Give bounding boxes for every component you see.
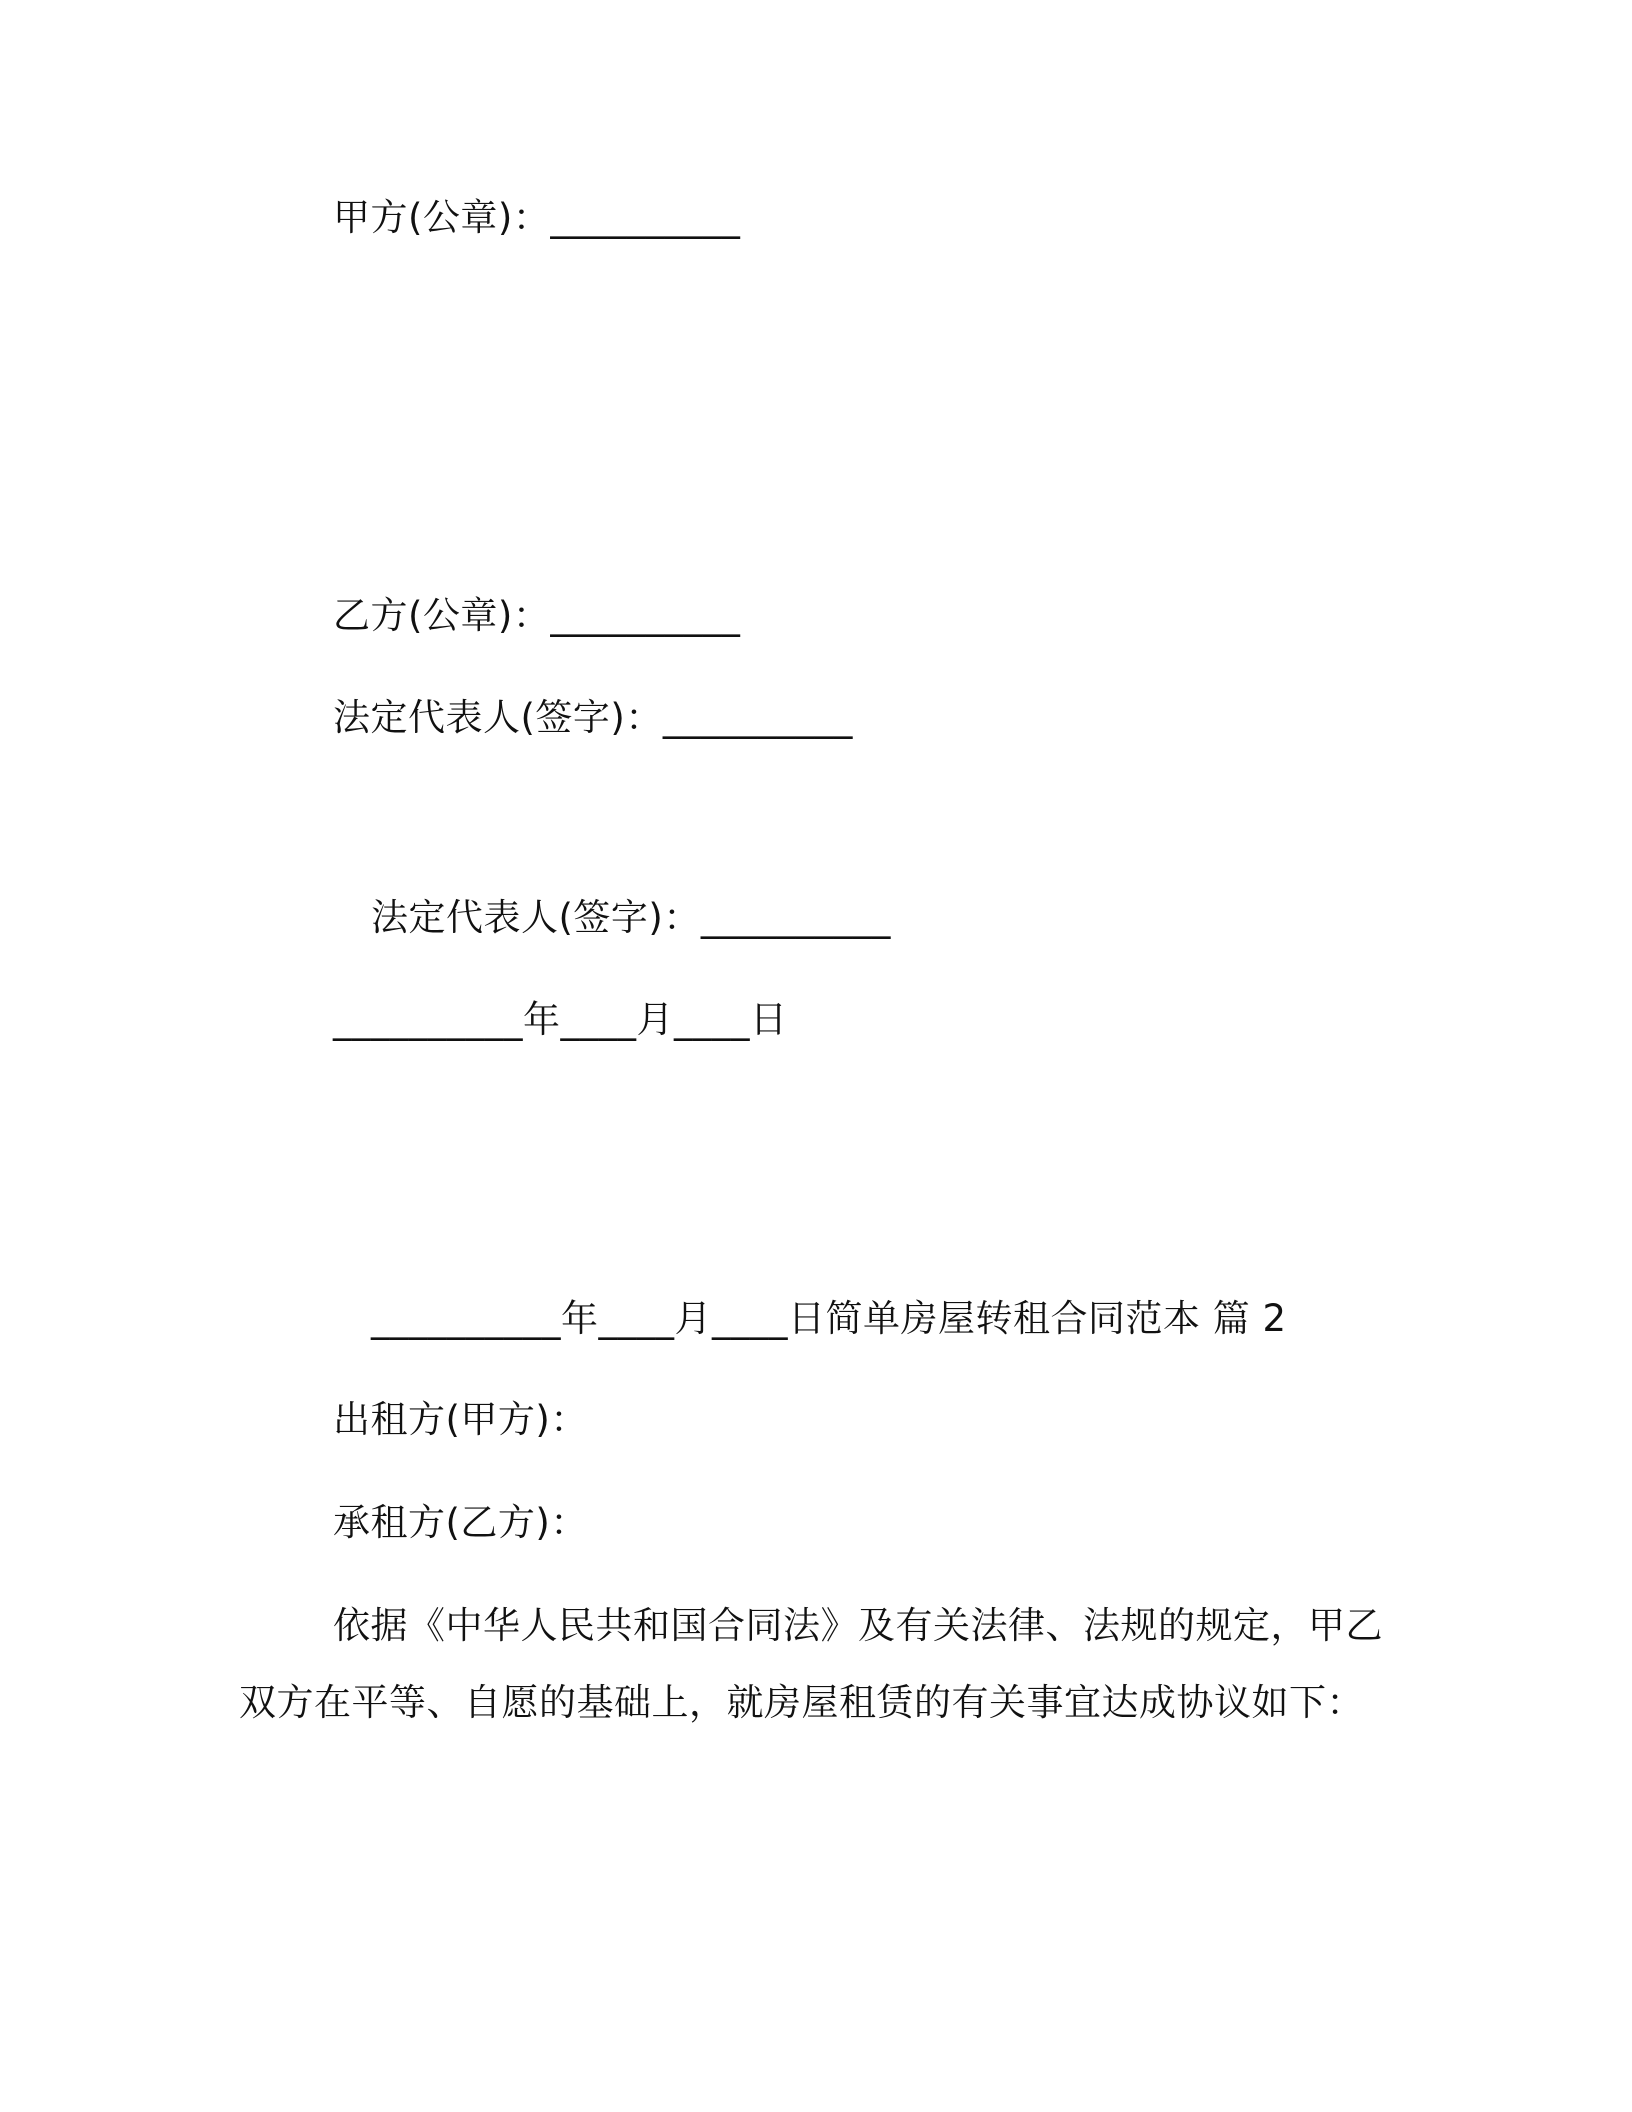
party-a-seal-line: 甲方(公章)：__________ <box>333 196 741 239</box>
section-heading: __________年____月____日简单房屋转租合同范本 篇 2 <box>371 1297 1287 1340</box>
date-line: __________年____月____日 <box>333 998 788 1041</box>
preamble-paragraph-line-1: 依据《中华人民共和国合同法》及有关法律、法规的规定，甲乙 <box>333 1604 1383 1647</box>
lessor-line: 出租方(甲方)： <box>333 1398 588 1441</box>
legal-rep-signature-line-2: 法定代表人(签字)：__________ <box>371 896 891 939</box>
legal-rep-signature-line-1: 法定代表人(签字)：__________ <box>333 696 853 739</box>
preamble-paragraph-line-2: 双方在平等、自愿的基础上，就房屋租赁的有关事宜达成协议如下： <box>239 1681 1364 1724</box>
lessee-line: 承租方(乙方)： <box>333 1501 588 1544</box>
party-b-seal-line: 乙方(公章)：__________ <box>333 594 741 637</box>
